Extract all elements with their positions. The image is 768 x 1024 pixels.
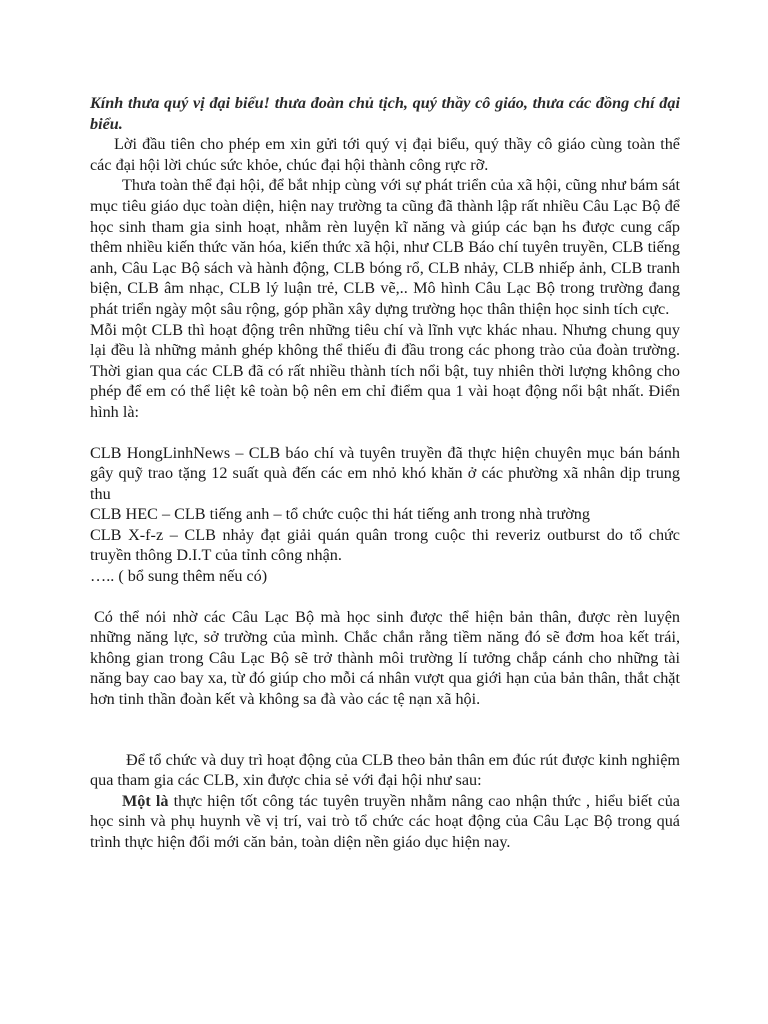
- blank-line: [90, 710, 680, 750]
- list-item-hec: CLB HEC – CLB tiếng anh – tổ chức cuộc thi hát tiếng anh trong nhà trường: [90, 505, 590, 524]
- blank-line: [90, 587, 680, 607]
- paragraph-experience-intro: Để tổ chức và duy trì hoạt động của CLB theo bản thân em đúc rút được kinh nghiệm qua tham gia các CLB, xin được chia sẻ với đại hội như sau:: [90, 750, 680, 790]
- paragraph-club-overview: Thưa toàn thể đại hội, để bắt nhịp cùng với sự phát triển của xã hội, cũng như bám sát mục tiêu giáo dục toàn diện, hiện nay trường ta cũng đã thành lập rất nhiều Câu Lạc Bộ để học sinh tham gia sinh hoạt, nhằm rèn luyện kĩ năng và giúp các bạn hs được cung cấp thêm nhiều kiến thức văn hóa, kiến thức xã hội, như CLB Báo chí tuyên truyền, CLB tiếng anh, Câu Lạc Bộ sách và hành động, CLB bóng rổ, CLB nhảy, CLB nhiếp ảnh, CLB tranh biện, CLB âm nhạc, CLB lý luận trẻ, CLB vẽ,.. Mô hình Câu Lạc Bộ trong trường đang phát triển ngày một sâu rộng, góp phần xây dựng trường học thân thiện học sinh tích cực.: [90, 176, 680, 318]
- list-item-more: ….. ( bổ sung thêm nếu có): [90, 567, 268, 586]
- paragraph-club-achievements: Mỗi một CLB thì hoạt động trên những tiêu chí và lĩnh vực khác nhau. Nhưng chung quy lại đều là những mảnh ghép không thể thiếu đi đầu trong các phong trào của đoàn trường. Thời gian qua các CLB đã có rất nhiều thành tích nổi bật, tuy nhiên thời lượng không cho phép để em có thể liệt kê toàn bộ nên em chỉ điểm qua 1 vài hoạt động nổi bật nhất. Điển hình là:: [90, 320, 680, 421]
- point-one-lead: Một là: [122, 791, 169, 810]
- paragraph-greeting: Lời đầu tiên cho phép em xin gửi tới quý vị đại biểu, quý thầy cô giáo cùng toàn thể các đại hội lời chúc sức khỏe, chúc đại hội thành công rực rỡ.: [90, 135, 680, 174]
- paragraph-club-benefits: Có thể nói nhờ các Câu Lạc Bộ mà học sinh được thể hiện bản thân, được rèn luyện những năng lực, sở trường của mình. Chắc chắn rằng tiềm năng đó sẽ đơm hoa kết trái, không gian trong Câu Lạc Bộ sẽ trở thành môi trường lí tưởng chắp cánh cho những tài năng bay cao bay xa, từ đó giúp cho mỗi cá nhân vượt qua giới hạn của bản thân, thắt chặt hơn tinh thần đoàn kết và không sa đà vào các tệ nạn xã hội.: [90, 607, 680, 709]
- list-item-honglinhnews: CLB HongLinhNews – CLB báo chí và tuyên truyền đã thực hiện chuyên mục bán bánh gây quỹ trao tặng 12 suất quà đến các em nhỏ khó khăn ở các phường xã nhân dịp trung thu: [90, 443, 680, 503]
- paragraph-point-one: [90, 791, 680, 853]
- document-body: [90, 93, 680, 853]
- salutation: Kính thưa quý vị đại biểu! thưa đoàn chủ tịch, quý thầy cô giáo, thưa các đồng chí đại biểu.: [90, 94, 680, 133]
- point-one-text: thực hiện tốt công tác tuyên truyền nhằm nâng cao nhận thức , hiểu biết của học sinh và phụ huynh về vị trí, vai trò tổ chức các hoạt động của Câu Lạc Bộ trong quá trình thực hiện đổi mới căn bản, toàn diện nền giáo dục hiện nay.: [90, 791, 680, 851]
- list-item-xfz: CLB X-f-z – CLB nhảy đạt giải quán quân trong cuộc thi reveriz outburst do tổ chức truyền thông D.I.T của tỉnh công nhận.: [90, 525, 680, 565]
- blank-line: [90, 423, 680, 443]
